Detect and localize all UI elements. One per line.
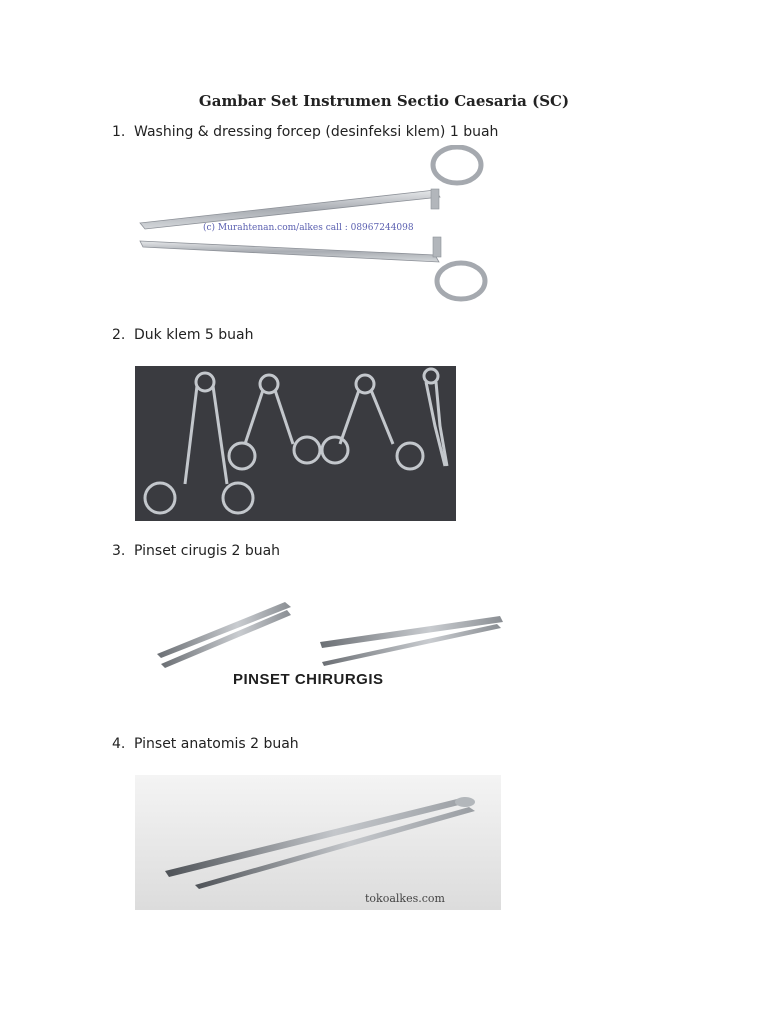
pinset-chirurgis-caption: PINSET CHIRURGIS bbox=[233, 671, 384, 688]
anatomis-watermark: tokoalkes.com bbox=[365, 892, 445, 905]
list-item-label: Washing & dressing forcep (desinfeksi klem) 1 buah bbox=[134, 124, 499, 140]
list-number: 2. bbox=[112, 327, 126, 343]
list-number: 3. bbox=[112, 543, 126, 559]
list-item-label: Pinset cirugis 2 buah bbox=[134, 543, 281, 559]
list-item-label: Pinset anatomis 2 buah bbox=[134, 736, 299, 752]
forcep-watermark: (c) Murahtenan.com/alkes call : 08967244098 bbox=[203, 223, 414, 233]
duk-klem-image bbox=[135, 366, 456, 521]
list-item-washing-forcep bbox=[112, 124, 498, 140]
pinset-anatomis-image bbox=[135, 775, 501, 910]
document-title: Gambar Set Instrumen Sectio Caesaria (SC) bbox=[198, 92, 570, 110]
list-item-pinset-anatomis bbox=[112, 736, 299, 752]
pinset-chirurgis-image bbox=[135, 582, 510, 690]
list-item-pinset-cirugis bbox=[112, 543, 280, 559]
list-number: 1. bbox=[112, 124, 126, 140]
washing-forcep-image bbox=[135, 145, 495, 305]
list-number: 4. bbox=[112, 736, 126, 752]
list-item-label: Duk klem 5 buah bbox=[134, 327, 254, 343]
list-item-duk-klem bbox=[112, 327, 253, 343]
